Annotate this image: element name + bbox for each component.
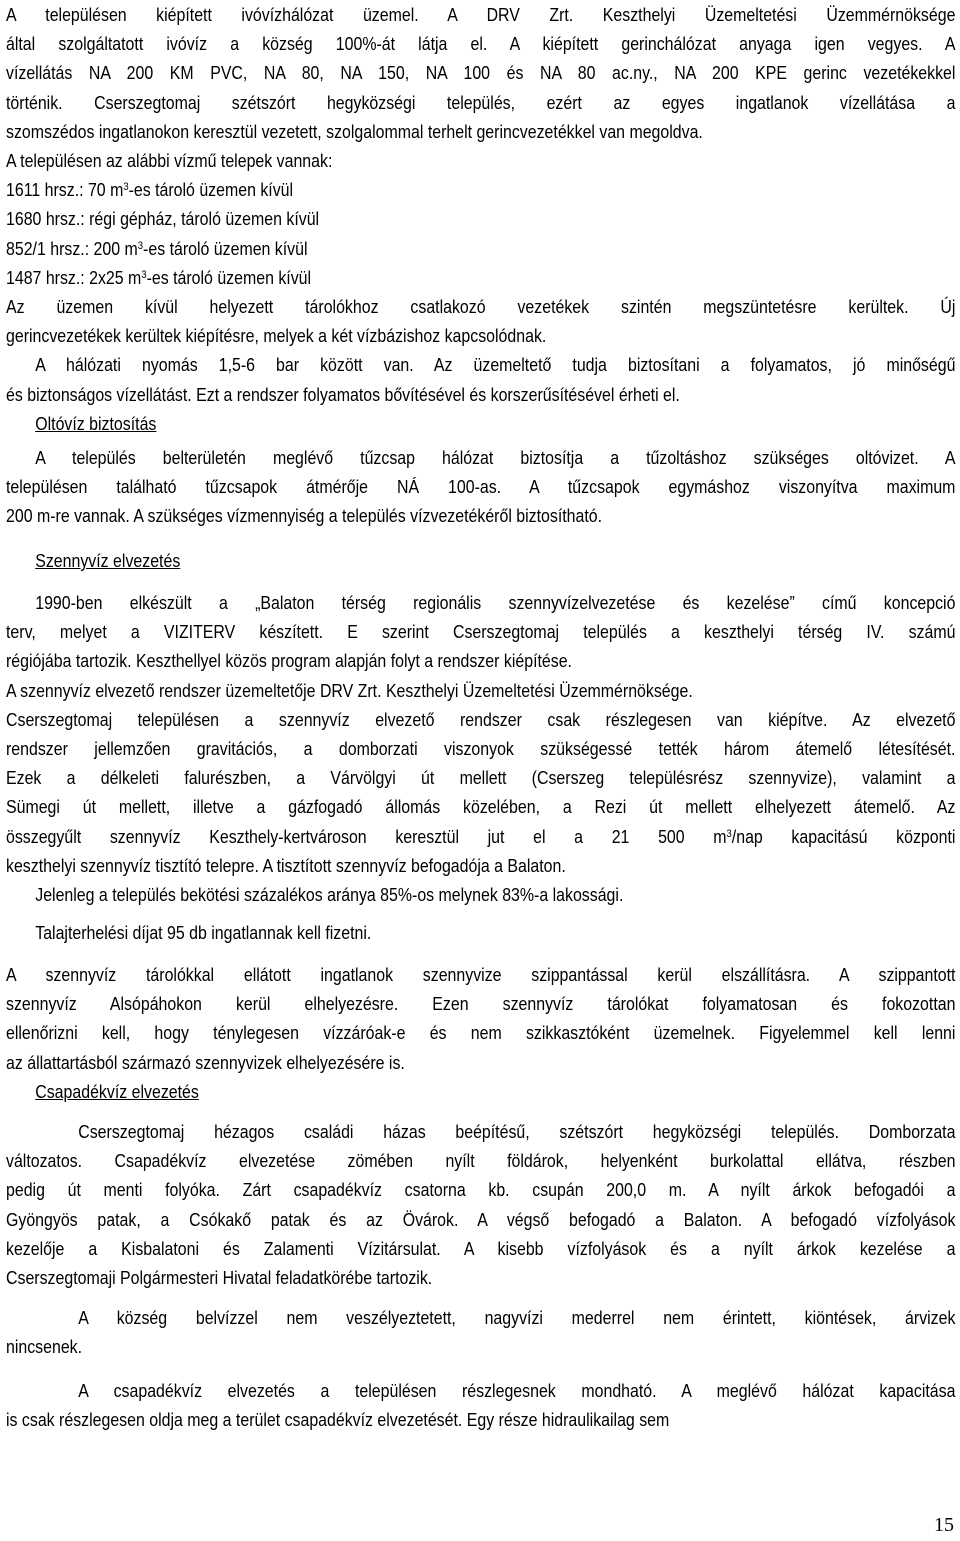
text-line: által szolgáltatott ivóvíz a község 100%-át látja el. A kiépített gerinchálózat anyaga igen vegyes. A — [6, 33, 956, 55]
text-line: szomszédos ingatlanokon keresztül vezetett, szolgalommal terhelt gerincvezetékkel van megoldva. — [6, 120, 703, 142]
text-line: Ezek a délkeleti falurészben, a Várvölgyi út mellett (Cserszeg településrész szennyvize), valamint a — [6, 767, 956, 789]
text-line: 1990-ben elkészült a „Balaton térség regionális szennyvízelvezetése és kezelése” című koncepció — [35, 592, 956, 613]
text-fragment: 852/1 hrsz.: 200 m — [6, 237, 138, 259]
text-line: és biztonságos vízellátást. Ezt a rendszer folyamatos bővítésével és korszerűsítésével érheti el. — [6, 383, 680, 405]
text-line: A szennyvíz elvezető rendszer üzemeltetője DRV Zrt. Keszthelyi Üzemeltetési Üzemmérnöksége. — [6, 679, 693, 701]
heading-text: Szennyvíz elvezetés — [35, 550, 181, 571]
text-line: kezelője a Kisbalatoni és Zalamenti Vízitársulat. A kisebb vízfolyások és a nyílt árkok kezelése a — [6, 1237, 956, 1259]
text-line: terv, melyet a VIZITERV készített. E szerint Cserszegtomaj település a keszthelyi térség IV. számú — [6, 621, 956, 643]
text-line: vízellátás NA 200 KM PVC, NA 80, NA 150, NA 100 és NA 80 ac.ny., NA 200 KPE gerinc vezetékekkel — [6, 62, 956, 84]
paragraph-flood — [6, 1303, 956, 1361]
text-line: gerincvezetékek kerültek kiépítésre, melyek a két vízbázishoz kapcsolódnak. — [6, 325, 547, 347]
text-line: 1680 hrsz.: régi gépház, tároló üzemen kívül — [6, 208, 320, 230]
text-fragment: -es tároló üzemen kívül — [128, 179, 294, 201]
text-line: Az üzemen kívül helyezett tárolókhoz csatlakozó vezetékek szintén megszüntetésre kerültek. Új — [6, 296, 956, 318]
text-line: ellenőrizni kell, hogy ténylegesen vízzáróak-e és nem szikkasztóként üzemelnek. Figyelemmel kell lenni — [6, 1022, 956, 1044]
text-fragment: 1487 hrsz.: 2x25 m — [6, 266, 142, 288]
superscript: 3 — [123, 181, 129, 194]
text-line: Cserszegtomaj településen a szennyvíz elvezető rendszer csak részlegesen van kiépítve. Az elvezető — [6, 708, 956, 730]
text-line: történik. Cserszegtomaj szétszórt hegyközségi település, ezért az egyes ingatlanok vízellátása a — [6, 91, 956, 113]
text-line: Cserszegtomaj hézagos családi házas beépítésű, szétszórt hegyközségi település. Domborzata — [78, 1121, 956, 1142]
section-heading-wastewater — [6, 546, 823, 575]
section-heading-fire-water: Oltóvíz biztosítás — [35, 412, 157, 434]
paragraph-wastewater — [6, 588, 956, 909]
text-line: szennyvíz Alsópáhokon kerül elhelyezésre. Ezen szennyvíz tárolókat folyamatosan és fokozottan — [6, 993, 956, 1015]
paragraph-rainwater — [6, 1117, 956, 1292]
text-line: A településen kiépített ivóvízhálózat üzemel. A DRV Zrt. Keszthelyi Üzemeltetési Üzemmérnöksége — [6, 4, 956, 25]
text-line: is csak részlegesen oldja meg a terület csapadékvíz elvezetését. Egy része hidraulikailag sem — [6, 1409, 670, 1431]
text-line: A település belterületén meglévő tűzcsap hálózat biztosítja a tűzoltáshoz szükséges oltóvizet. A — [35, 447, 956, 468]
text-line: Sümegi út mellett, illetve a gázfogadó állomás közelében, a Rezi út mellett elhelyezett átemelő. Az — [6, 796, 956, 818]
text-line: régiójába tartozik. Keszthellyel közös program alapján folyt a rendszer kiépítése. — [6, 650, 572, 672]
paragraph-drainage-status — [6, 1376, 956, 1434]
text-line: A hálózati nyomás 1,5-6 bar között van. Az üzemeltető tudja biztosítani a folyamatos, jó minőségű — [35, 354, 956, 376]
text-line: változatos. Csapadékvíz elvezetése zömében nyílt földárok, helyenként burkolattal ellátva, részben — [6, 1150, 956, 1172]
text-line: Jelenleg a település bekötési százalékos aránya 85%-os melynek 83%-a lakossági. — [35, 884, 624, 906]
text-line: településen található tűzcsapok átmérője NÁ 100-as. A tűzcsapok egymáshoz viszonyítva maximum — [6, 476, 956, 498]
text-line: A településen az alábbi vízmű telepek vannak: — [6, 150, 333, 172]
text-fragment: összegyűlt szennyvíz Keszthely-kertvároson keresztül jut el a 21 500 m — [6, 825, 727, 847]
text-line: az állattartásból származó szennyvizek elhelyezésére is. — [6, 1051, 405, 1073]
superscript: 3 — [141, 268, 147, 281]
text-fragment: -es tároló üzemen kívül — [146, 266, 312, 288]
text-line: nincsenek. — [6, 1336, 83, 1358]
text-line: rendszer jellemzően gravitációs, a domborzati viszonyok szükségessé tették három átemelő létesítését. — [6, 738, 956, 760]
text-line: Gyöngyös patak, a Csókakő patak és az Övárok. A végső befogadó a Balaton. A befogadó vízfolyások — [6, 1208, 956, 1230]
text-line: Cserszegtomaji Polgármesteri Hivatal feladatkörébe tartozik. — [6, 1267, 433, 1289]
paragraph-fire-water — [6, 443, 956, 531]
paragraph-septic — [6, 960, 956, 1106]
text-line: A szennyvíz tárolókkal ellátott ingatlanok szennyvize szippantással kerül elszállításra. A szippantott — [6, 964, 956, 985]
text-line — [6, 263, 955, 292]
text-fragment: /nap kapacitású központi — [731, 825, 956, 847]
paragraph-soil-fee — [6, 918, 823, 947]
page-number: 15 — [934, 1514, 954, 1536]
text-line: A csapadékvíz elvezetés a településen részlegesnek mondható. A meglévő hálózat kapacitása — [78, 1380, 956, 1401]
section-heading-rainwater: Csapadékvíz elvezetés — [35, 1080, 199, 1102]
text-line — [6, 234, 955, 263]
superscript: 3 — [137, 239, 144, 252]
text-line: Talajterhelési díjat 95 db ingatlannak kell fizetni. — [35, 922, 372, 943]
text-line: A község belvízzel nem veszélyeztetett, nagyvízi mederrel nem érintett, kiöntések, árvizek — [78, 1307, 956, 1328]
text-line — [6, 175, 955, 204]
superscript: 3 — [726, 827, 732, 840]
text-line: keszthelyi szennyvíz tisztító telepre. A tisztított szennyvíz befogadója a Balaton. — [6, 854, 566, 876]
text-line — [6, 822, 955, 851]
text-line: 200 m-re vannak. A szükséges vízmennyiség a település vízvezetékéről biztosítható. — [6, 505, 603, 527]
text-fragment: -es tároló üzemen kívül — [143, 237, 308, 259]
text-fragment: 1611 hrsz.: 70 m — [6, 179, 124, 201]
paragraph-water-supply — [6, 0, 956, 438]
text-line: pedig út menti folyóka. Zárt csapadékvíz csatorna kb. csupán 200,0 m. A nyílt árkok befogadói a — [6, 1179, 956, 1201]
